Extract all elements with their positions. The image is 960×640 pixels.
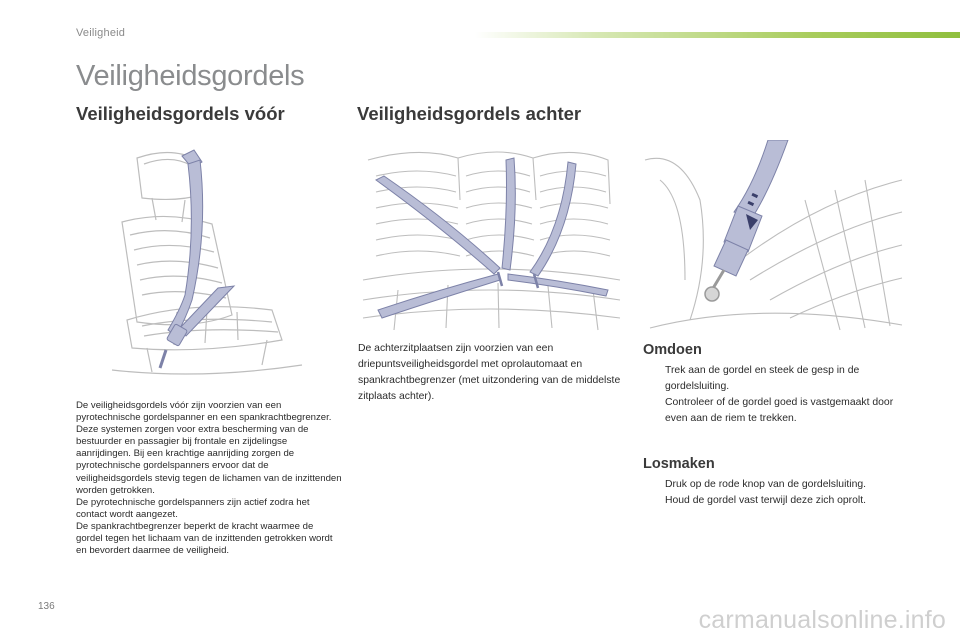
rear-seats-illustration <box>358 140 623 333</box>
omdoen-list <box>643 363 913 427</box>
list-item-text: Druk op de rode knop van de gordelsluiting. <box>665 479 867 490</box>
losmaken-list <box>643 477 913 509</box>
header-accent-bar <box>475 32 960 38</box>
front-paragraph: De spankrachtbegrenzer beperkt de kracht waarmee de gordel tegen het lichaam van de inzittenden getrokken wordt en bevordert daarmee de veiligheid. <box>76 520 333 557</box>
list-item <box>643 363 913 395</box>
section-label: Veiligheid <box>76 27 126 39</box>
page-title: Veiligheidsgordels <box>76 60 305 92</box>
front-seat-illustration <box>82 140 344 387</box>
page-number: 136 <box>38 601 55 612</box>
front-belts-heading: Veiligheidsgordels vóór <box>76 103 285 124</box>
front-paragraph: De pyrotechnische gordelspanners zijn actief zodra het contact wordt aangezet. <box>76 496 310 520</box>
front-paragraph: De veiligheidsgordels vóór zijn voorzien van een pyrotechnische gordelspanner en een spankrachtbegrenzer. <box>76 400 332 424</box>
omdoen-heading: Omdoen <box>643 342 702 358</box>
buckle-closeup-illustration <box>640 140 905 333</box>
list-item <box>643 493 913 509</box>
list-item <box>643 477 913 493</box>
front-belts-description <box>76 400 342 557</box>
watermark: carmanualsonline.info <box>698 606 946 634</box>
rear-belts-heading: Veiligheidsgordels achter <box>357 103 582 124</box>
rear-belts-description: De achterzitplaatsen zijn voorzien van een driepuntsveiligheidsgordel met oprolautomaat en spankrachtbegrenzer (met uitzondering van de middelste zitplaats achter). <box>358 343 621 402</box>
losmaken-heading: Losmaken <box>643 456 715 472</box>
list-item-text: Trek aan de gordel en steek de gesp in de gordelsluiting. <box>665 365 860 392</box>
list-item <box>643 395 913 427</box>
list-item-text: Houd de gordel vast terwijl deze zich oprolt. <box>665 495 866 506</box>
list-item-text: Controleer of de gordel goed is vastgemaakt door even aan de riem te trekken. <box>665 397 894 424</box>
front-paragraph: Deze systemen zorgen voor extra bescherming van de bestuurder en passagier bij frontale en zijdelingse aanrijdingen. Bij een krachtige aanrijding zorgen de pyrotechnische gordelspanners ervoor dat de veiligheidsgordels stevig tegen de lichamen van de inzittenden worden getrokken. <box>76 424 342 496</box>
